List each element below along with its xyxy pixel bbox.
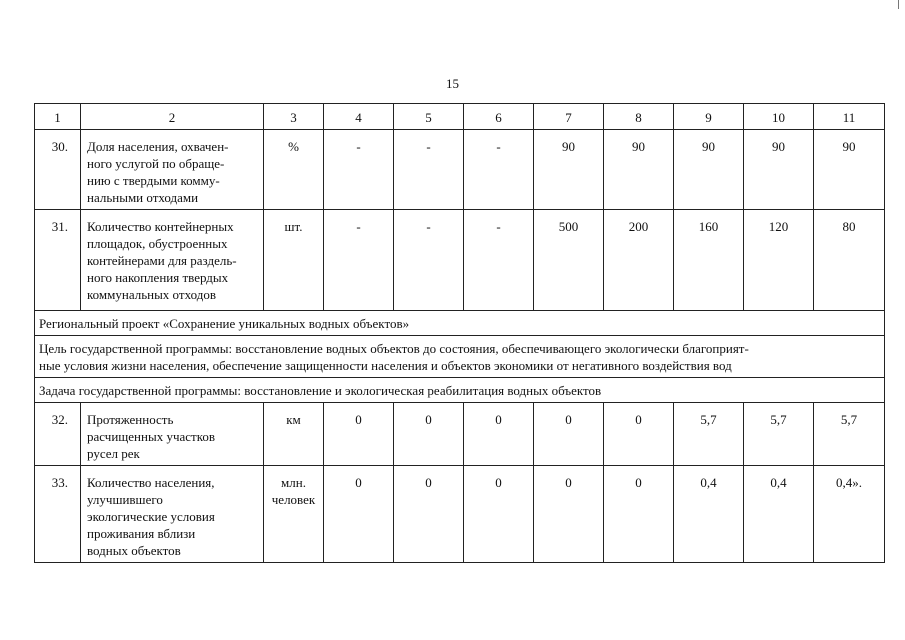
header-cell: 2 bbox=[81, 104, 264, 130]
value-cell: 0 bbox=[324, 403, 394, 466]
unit-cell: км bbox=[264, 403, 324, 466]
header-cell: 5 bbox=[394, 104, 464, 130]
value-cell: - bbox=[394, 130, 464, 210]
indicator-name: Количество населения, улучшившего экологические условия проживания вблизи водных объектов bbox=[81, 466, 264, 563]
value-cell: - bbox=[324, 210, 394, 311]
section-row bbox=[35, 336, 885, 378]
program-goal-heading: Цель государственной программы: восстановление водных объектов до состояния, обеспечивающего экологически благоприят- ные условия жизни населения, обеспечение защищенности населения и объектов экономики от негативного воздействия вод bbox=[35, 336, 885, 378]
scan-edge-mark bbox=[898, 0, 899, 9]
value-cell: 0 bbox=[604, 466, 674, 563]
value-cell: - bbox=[324, 130, 394, 210]
row-number: 33. bbox=[35, 466, 81, 563]
table-row bbox=[35, 210, 885, 311]
value-cell: 90 bbox=[744, 130, 814, 210]
header-cell: 3 bbox=[264, 104, 324, 130]
value-cell: 5,7 bbox=[814, 403, 885, 466]
value-cell: 160 bbox=[674, 210, 744, 311]
value-cell: 90 bbox=[534, 130, 604, 210]
value-cell: 0 bbox=[464, 466, 534, 563]
indicator-name: Доля населения, охвачен- ного услугой по обраще- нию с твердыми комму- нальными отходами bbox=[81, 130, 264, 210]
value-cell: 80 bbox=[814, 210, 885, 311]
value-cell: - bbox=[464, 130, 534, 210]
value-cell: 0,4». bbox=[814, 466, 885, 563]
table-row bbox=[35, 130, 885, 210]
header-cell: 4 bbox=[324, 104, 394, 130]
program-task-heading: Задача государственной программы: восстановление и экологическая реабилитация водных объектов bbox=[35, 378, 885, 403]
value-cell: 90 bbox=[674, 130, 744, 210]
value-cell: 0 bbox=[324, 466, 394, 563]
table-row bbox=[35, 403, 885, 466]
indicator-name: Протяженность расчищенных участков русел рек bbox=[81, 403, 264, 466]
value-cell: 0 bbox=[534, 466, 604, 563]
row-number: 32. bbox=[35, 403, 81, 466]
section-row bbox=[35, 378, 885, 403]
value-cell: 0 bbox=[604, 403, 674, 466]
regional-project-heading: Региональный проект «Сохранение уникальных водных объектов» bbox=[35, 311, 885, 336]
value-cell: - bbox=[394, 210, 464, 311]
header-cell: 10 bbox=[744, 104, 814, 130]
row-number: 30. bbox=[35, 130, 81, 210]
header-cell: 6 bbox=[464, 104, 534, 130]
value-cell: 200 bbox=[604, 210, 674, 311]
value-cell: 5,7 bbox=[674, 403, 744, 466]
value-cell: 90 bbox=[814, 130, 885, 210]
value-cell: 0 bbox=[464, 403, 534, 466]
header-row bbox=[35, 104, 885, 130]
value-cell: 0,4 bbox=[744, 466, 814, 563]
value-cell: 0,4 bbox=[674, 466, 744, 563]
header-cell: 7 bbox=[534, 104, 604, 130]
value-cell: 120 bbox=[744, 210, 814, 311]
value-cell: 0 bbox=[394, 403, 464, 466]
header-cell: 8 bbox=[604, 104, 674, 130]
header-cell: 1 bbox=[35, 104, 81, 130]
row-number: 31. bbox=[35, 210, 81, 311]
header-cell: 11 bbox=[814, 104, 885, 130]
table-row bbox=[35, 466, 885, 563]
unit-cell: % bbox=[264, 130, 324, 210]
unit-cell: шт. bbox=[264, 210, 324, 311]
value-cell: 90 bbox=[604, 130, 674, 210]
indicator-table bbox=[34, 103, 885, 563]
value-cell: 0 bbox=[534, 403, 604, 466]
value-cell: - bbox=[464, 210, 534, 311]
page-number: 15 bbox=[446, 76, 459, 91]
unit-cell: млн. человек bbox=[264, 466, 324, 563]
header-cell: 9 bbox=[674, 104, 744, 130]
value-cell: 0 bbox=[394, 466, 464, 563]
section-row bbox=[35, 311, 885, 336]
value-cell: 500 bbox=[534, 210, 604, 311]
value-cell: 5,7 bbox=[744, 403, 814, 466]
indicator-name: Количество контейнерных площадок, обустроенных контейнерами для раздель- ного накопления твердых коммунальных отходов bbox=[81, 210, 264, 311]
